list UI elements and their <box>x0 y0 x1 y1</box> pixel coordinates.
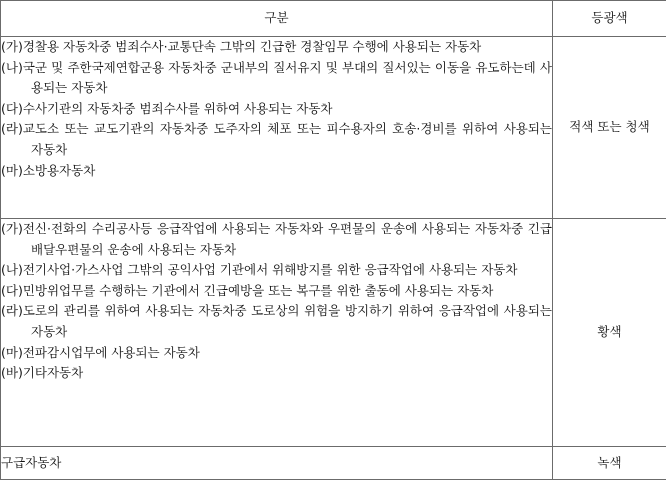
list-item: (마)전파감시업무에 사용되는 자동차 <box>1 344 200 360</box>
column-header-category: 구분 <box>1 1 553 37</box>
list-item: (바)기타자동차 <box>1 365 84 381</box>
light-color-cell: 녹색 <box>553 447 666 480</box>
light-color-cell: 황색 <box>553 219 666 447</box>
category-cell <box>1 37 553 219</box>
column-header-light-color: 등광색 <box>553 1 666 37</box>
list-item: (나)국군 및 주한국제연합군용 자동차중 군내부의 질서유지 및 부대의 질서있는 이동을 유도하는데 사용되는 자동차 <box>1 59 552 96</box>
list-item: (라)교도소 또는 교도기관의 자동차중 도주자의 체포 또는 피수용자의 호송·경비를 위하여 사용되는 자동차 <box>1 121 552 157</box>
category-cell: 구급자동차 <box>1 447 553 480</box>
header-row <box>1 1 666 37</box>
list-item: (나)전기사업·가스사업 그밖의 공익사업 기관에서 위해방지를 위한 응급작업에 사용되는 자동차 <box>1 262 518 278</box>
list-item: (다)민방위업무를 수행하는 기관에서 긴급예방을 또는 복구를 위한 출동에 사용되는 자동차 <box>1 282 494 298</box>
table-row <box>1 447 666 480</box>
category-cell <box>1 219 553 447</box>
list-item: (마)소방용자동차 <box>1 162 96 178</box>
light-color-cell: 적색 또는 청색 <box>553 37 666 219</box>
list-item: (가)경찰용 자동차중 범죄수사·교통단속 그밖의 긴급한 경찰임무 수행에 사용되는 자동차 <box>1 39 482 54</box>
table-row <box>1 219 666 447</box>
list-item: (가)전신·전화의 수리공사등 응급작업에 사용되는 자동차와 우편물의 운송에 사용되는 자동차중 긴급배달우편물의 운송에 사용되는 자동차 <box>1 221 552 257</box>
list-item: (다)수사기관의 자동차중 범죄수사를 위하여 사용되는 자동차 <box>1 100 333 116</box>
list-item: (라)도로의 관리를 위하여 사용되는 자동차중 도로상의 위험을 방지하기 위하여 응급작업에 사용되는 자동차 <box>1 303 552 339</box>
table-row <box>1 37 666 219</box>
